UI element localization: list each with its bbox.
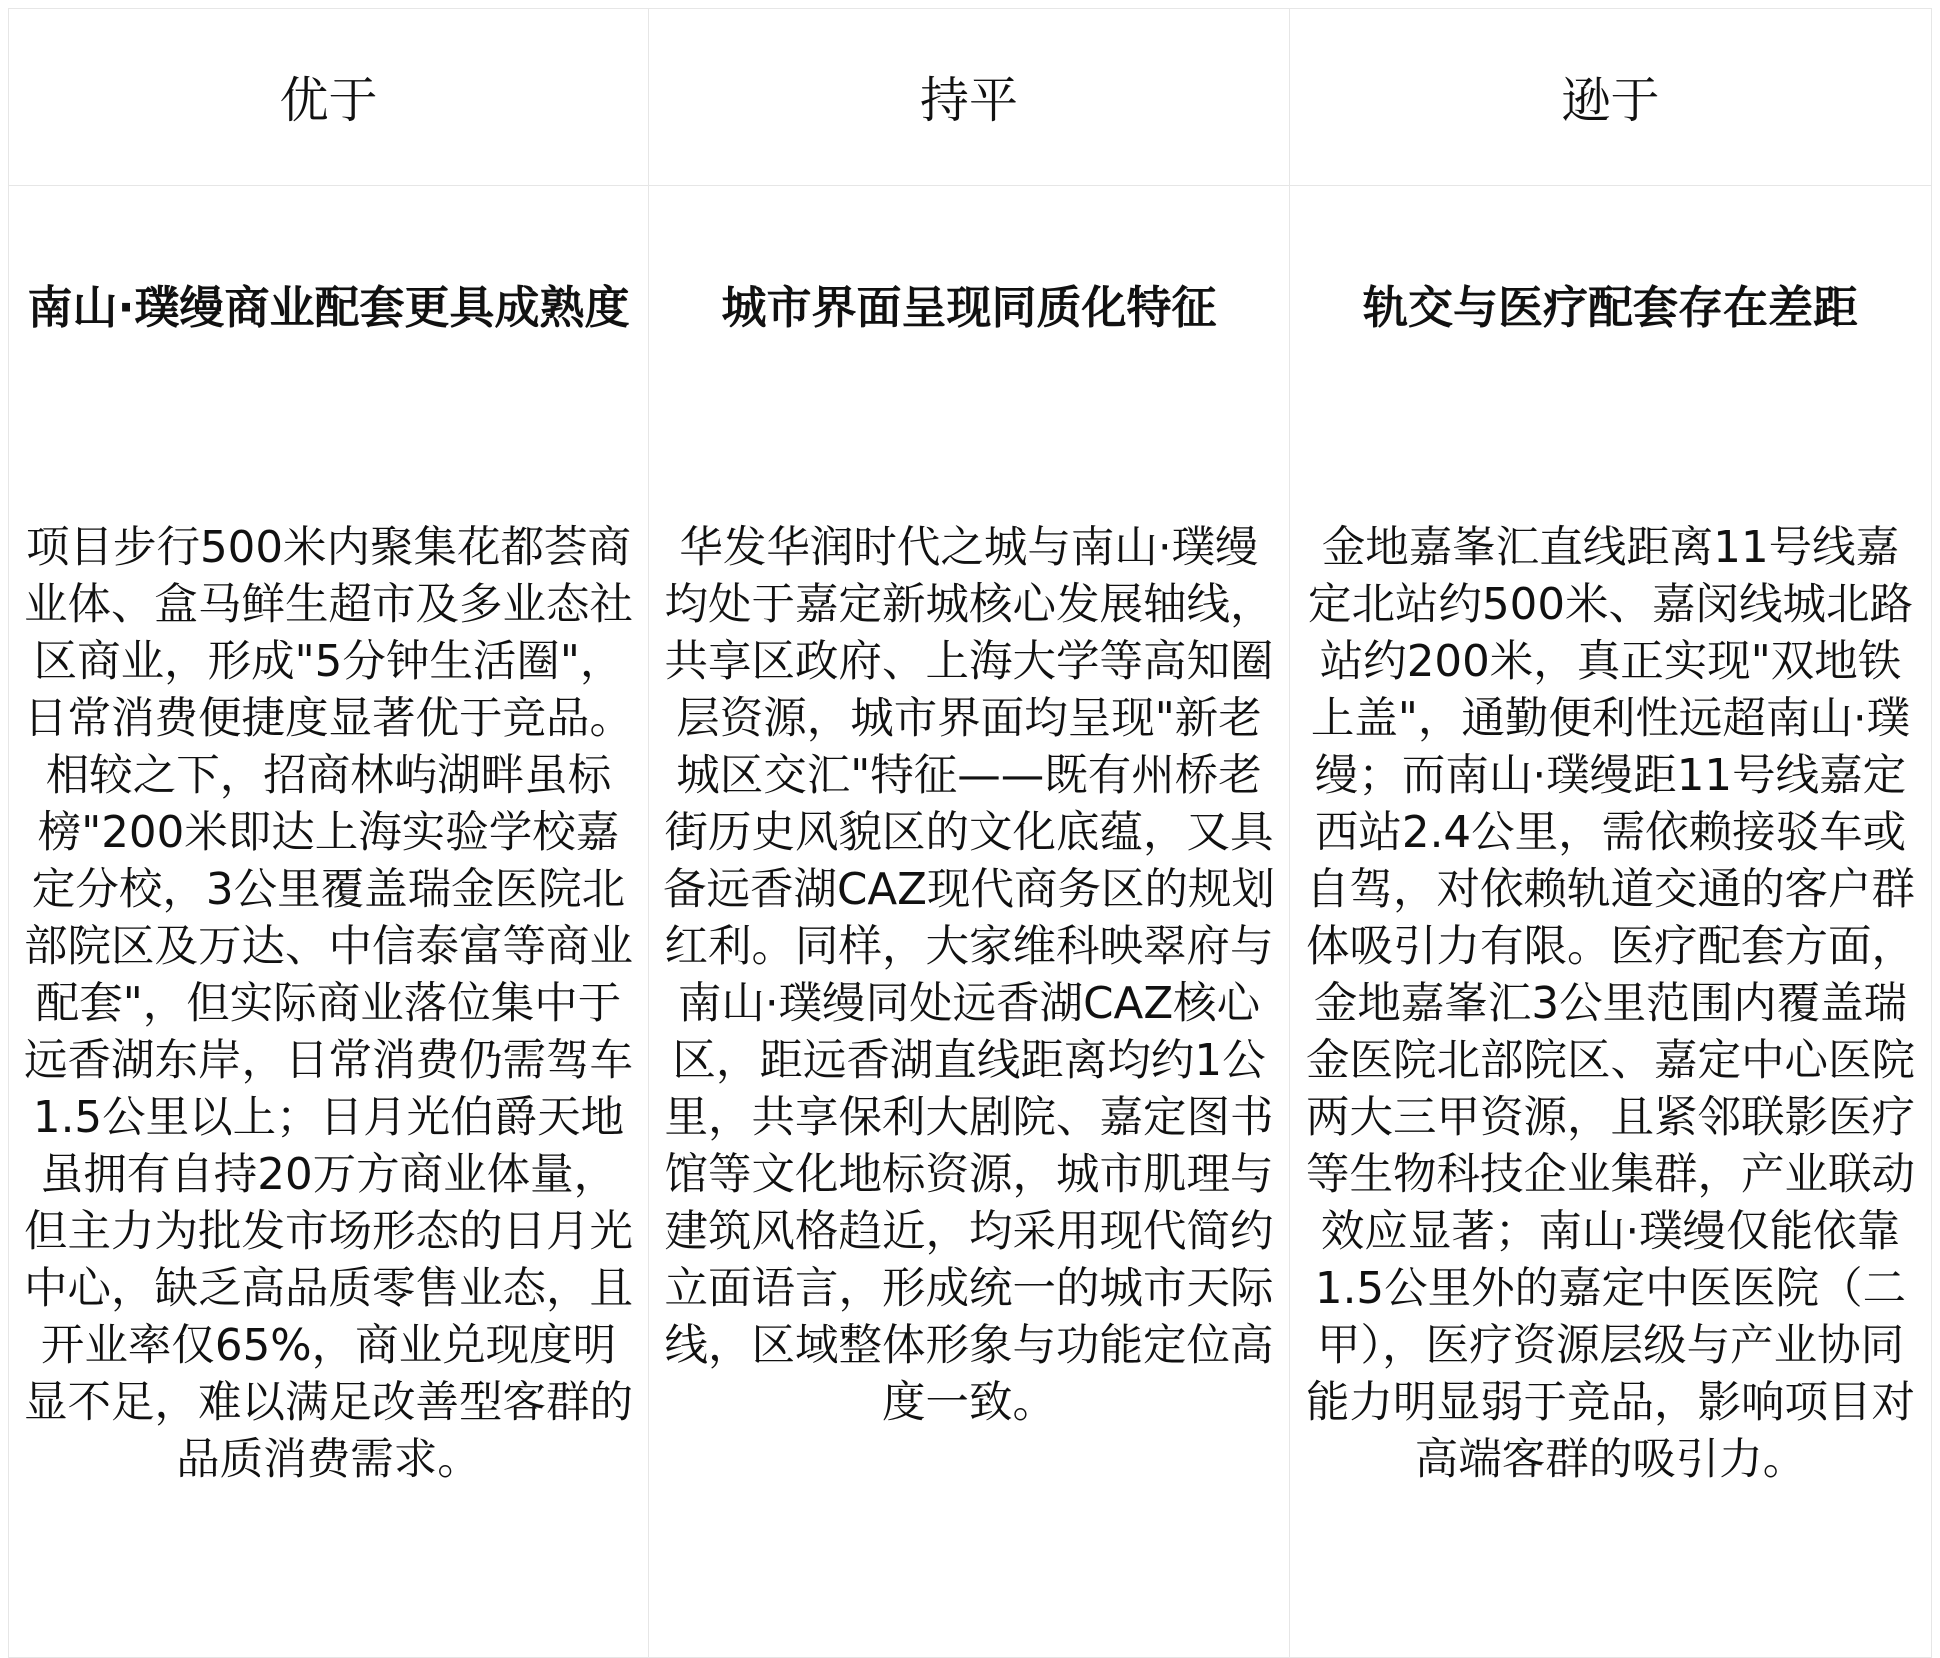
column-better <box>8 186 649 1658</box>
column-better-text: 项目步行500米内聚集花都荟商业体、盒马鲜生超市及多业态社区商业，形成"5分钟生活圈"，日常消费便捷度显著优于竞品。相较之下，招商林屿湖畔虽标榜"200米即达上海实验学校嘉定分校，3公里覆盖瑞金医院北部院区及万达、中信泰富等商业配套"，但实际商业落位集中于远香湖东岸，日常消费仍需驾车1.5公里以上；日月光伯爵天地虽拥有自持20万方商业体量，但主力为批发市场形态的日月光中心，缺乏高品质零售业态，且开业率仅65%，商业兑现度明显不足，难以满足改善型客群的品质消费需求。 <box>24 523 633 1485</box>
column-equal-text: 华发华润时代之城与南山·璞缦均处于嘉定新城核心发展轴线，共享区政府、上海大学等高知圈层资源，城市界面均呈现"新老城区交汇"特征——既有州桥老街历史风貌区的文化底蕴，又具备远香湖CAZ现代商务区的规划红利。同样，大家维科映翠府与南山·璞缦同处远香湖CAZ核心区，距远香湖直线距离均约1公里，共享保利大剧院、嘉定图书馆等文化地标资源，城市肌理与建筑风格趋近，均采用现代简约立面语言，形成统一的城市天际线，区域整体形象与功能定位高度一致。 <box>663 523 1275 1428</box>
column-equal <box>649 186 1290 1658</box>
column-equal-title: 城市界面呈现同质化特征 <box>721 280 1217 334</box>
column-worse-text: 金地嘉峯汇直线距离11号线嘉定北站约500米、嘉闵线城北路站约200米，真正实现"双地铁上盖"，通勤便利性远超南山·璞缦；而南山·璞缦距11号线嘉定西站2.4公里，需依赖接驳车或自驾，对依赖轨道交通的客户群体吸引力有限。医疗配套方面，金地嘉峯汇3公里范围内覆盖瑞金医院北部院区、嘉定中心医院两大三甲资源，且紧邻联影医疗等生物科技企业集群，产业联动效应显著；南山·璞缦仅能依靠1.5公里外的嘉定中医医院（二甲），医疗资源层级与产业协同能力明显弱于竞品，影响项目对高端客群的吸引力。 <box>1306 523 1915 1485</box>
column-worse-title: 轨交与医疗配套存在差距 <box>1362 280 1858 334</box>
column-better-title: 南山·璞缦商业配套更具成熟度 <box>27 280 630 334</box>
comparison-table <box>8 8 1932 1658</box>
header-better: 优于 <box>8 8 649 186</box>
header-worse: 逊于 <box>1290 8 1932 186</box>
column-worse <box>1290 186 1932 1658</box>
header-equal: 持平 <box>649 8 1290 186</box>
